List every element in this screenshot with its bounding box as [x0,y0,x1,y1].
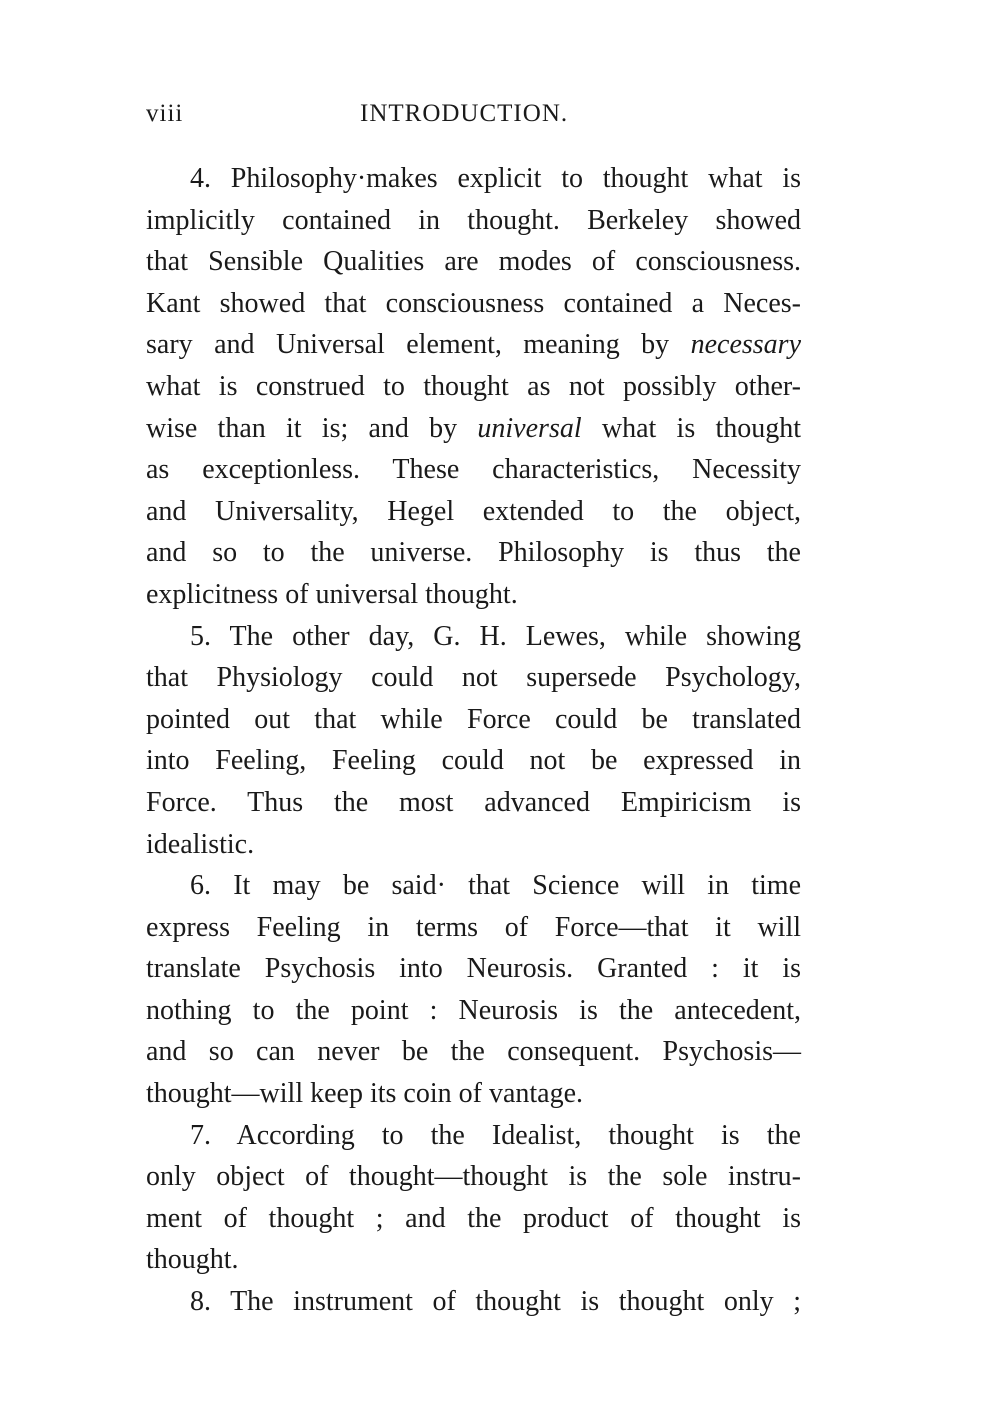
paragraph-4 [146,158,801,616]
text-line: and Universality, Hegel extended to the object, [146,495,801,527]
text-line: pointed out that while Force could be translated [146,703,801,735]
text-line: and so can never be the consequent. Psychosis— [146,1036,801,1068]
text-line: idealistic. [146,828,255,860]
text-line: 4. Philosophy·makes explicit to thought what is [190,163,802,194]
text-line: thought. [146,1244,239,1276]
text-line: thought—will keep its coin of vantage. [146,1078,584,1110]
page-number: viii [146,100,184,127]
text-line: 8. The instrument of thought is thought only ; [190,1286,801,1318]
text-line: only object of thought—thought is the sole instru- [146,1161,801,1193]
text-line: Kant showed that consciousness contained a Neces- [146,287,801,319]
text-line: sary and Universal element, meaning by necessary [146,329,801,361]
text-line: 5. The other day, G. H. Lewes, while showing [190,620,802,652]
paragraph-6 [146,865,801,1115]
paragraph-number: 6. [190,870,211,902]
text-line: 6. It may be said· that Science will in time [190,870,801,902]
text-line: wise than it is; and by universal what is thought [146,412,802,444]
text-line: that Physiology could not supersede Psychology, [146,662,801,694]
text-line: and so to the universe. Philosophy is thus the [146,537,801,569]
text-line: explicitness of universal thought. [146,578,518,610]
text-line: that Sensible Qualities are modes of consciousness. [146,246,801,278]
paragraph-number: 4. [190,163,211,194]
text-line: Force. Thus the most advanced Empiricism is [146,786,801,818]
text-line: what is construed to thought as not possibly other- [146,370,801,402]
text-line: implicitly contained in thought. Berkeley showed [146,204,801,236]
text-line: nothing to the point : Neurosis is the antecedent, [146,994,801,1026]
text-line: as exceptionless. These characteristics, Necessity [146,454,801,486]
text-line: express Feeling in terms of Force—that it will [146,911,801,943]
text-line: ment of thought ; and the product of thought is [146,1202,801,1234]
italic-word: necessary [690,329,801,361]
paragraph-8 [146,1281,801,1323]
running-head [146,100,801,136]
running-title: INTRODUCTION. [360,100,569,127]
text-line: 7. According to the Idealist, thought is the [190,1119,801,1151]
italic-word: universal [477,412,582,444]
paragraph-number: 7. [190,1119,211,1151]
paragraph-number: 5. [190,620,211,652]
paragraph-number: 8. [190,1286,211,1318]
text-line: translate Psychosis into Neurosis. Granted : it is [146,953,801,985]
paragraph-5 [146,616,801,866]
paragraph-7 [146,1115,801,1281]
body-text [146,158,801,1323]
text-line: into Feeling, Feeling could not be expressed in [146,745,801,777]
